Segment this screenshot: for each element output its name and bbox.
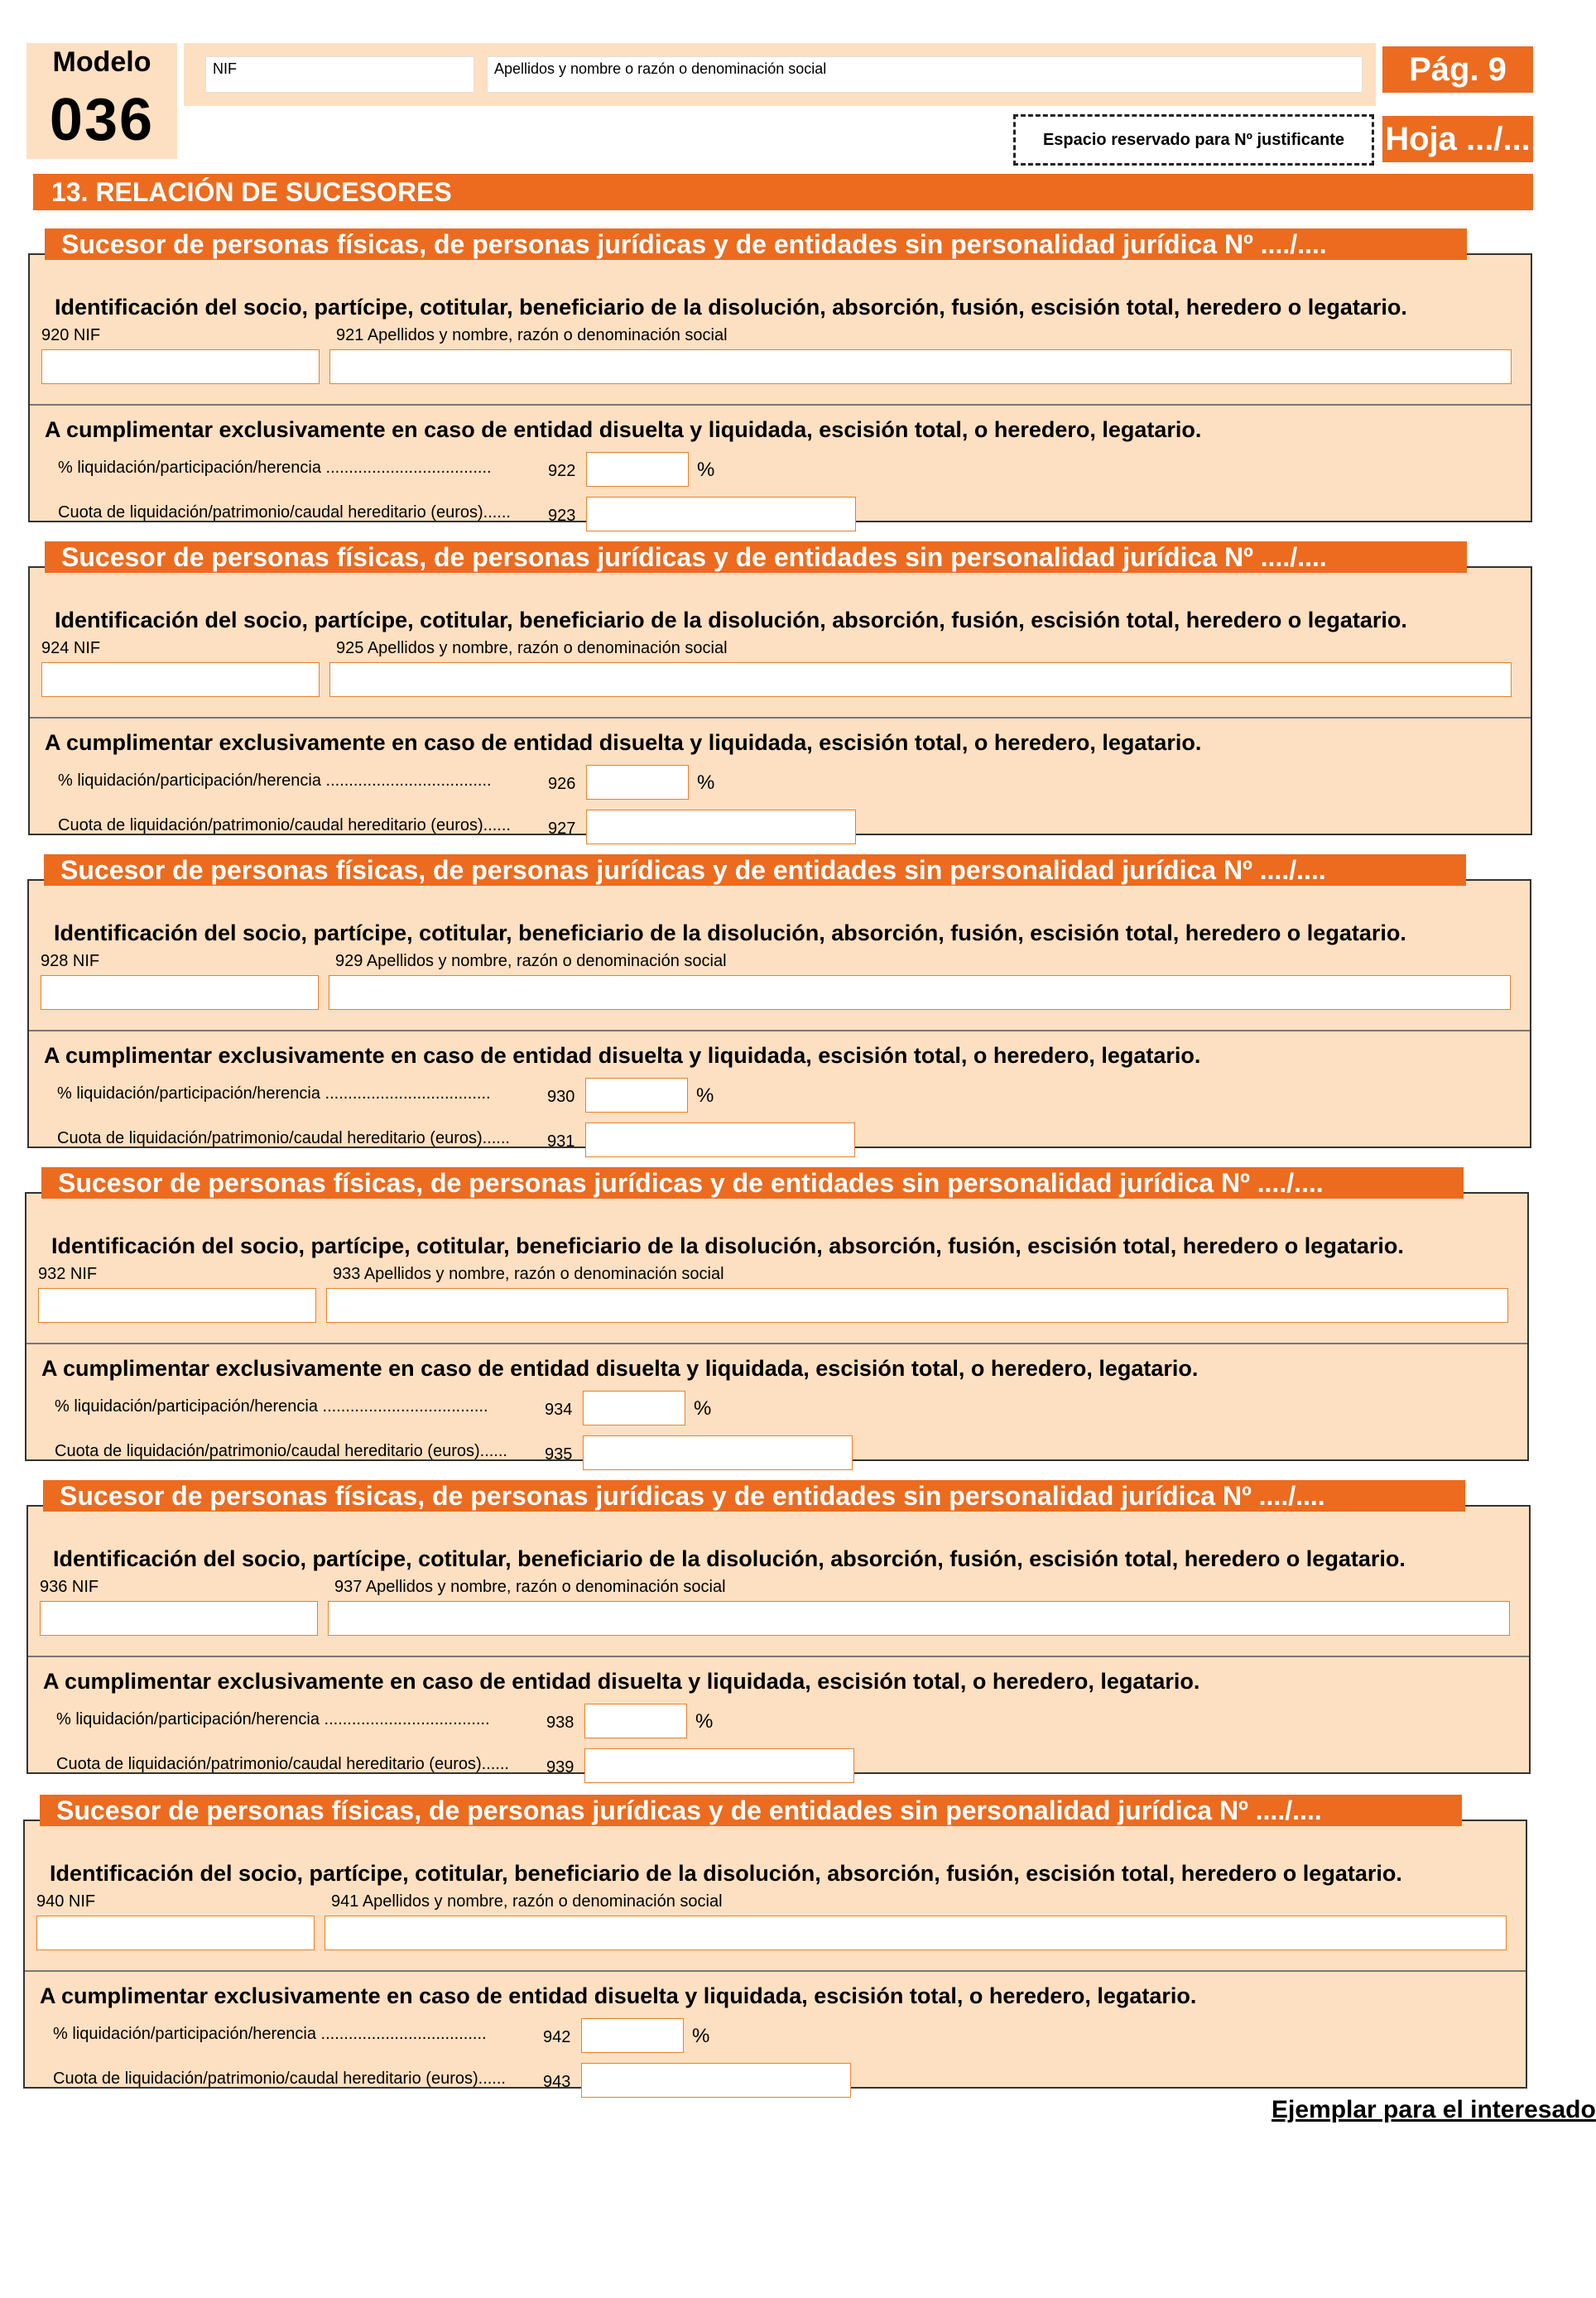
quota-label: Cuota de liquidación/patrimonio/caudal hereditario (euros)...... [56,1755,509,1773]
percentage-input[interactable] [581,2018,684,2053]
percentage-label: % liquidación/participación/herencia .................................... [58,459,492,477]
percentage-label: % liquidación/participación/herencia .................................... [58,772,492,790]
nif-input[interactable] [41,662,320,697]
percentage-code: 934 [545,1401,573,1419]
percentage-label: % liquidación/participación/herencia .................................... [57,1084,491,1103]
name-input[interactable] [326,1288,1508,1323]
header-name-label: Apellidos y nombre o razón o denominación social [494,60,827,77]
modelo-box [26,43,177,159]
divider [25,1970,1526,1972]
percentage-unit: % [696,1084,714,1107]
identification-title: Identificación del socio, partícipe, cotitular, beneficiario de la disolución, absorción, fusión, escisión total, heredero o legatario. [53,1546,1406,1571]
successor-title: Sucesor de personas físicas, de personas jurídicas y de entidades sin personalidad jurídica Nº ..../.... [45,541,1467,573]
percentage-unit: % [697,772,715,794]
page-number-badge: Pág. 9 [1382,46,1533,93]
name-input[interactable] [328,1601,1510,1636]
identification-title: Identificación del socio, partícipe, cotitular, beneficiario de la disolución, absorción, fusión, escisión total, heredero o legatario. [50,1861,1402,1886]
completion-title: A cumplimentar exclusivamente en caso de entidad disuelta y liquidada, escisión total, o heredero, legatario. [40,1983,1197,2008]
quota-code: 927 [548,820,576,838]
nif-input[interactable] [40,1601,318,1636]
nif-input[interactable] [41,975,319,1010]
quota-code: 923 [548,507,576,525]
quota-input[interactable] [586,497,856,531]
header-nif-label: NIF [213,60,237,77]
successor-block [28,228,1532,525]
identification-title: Identificación del socio, partícipe, cotitular, beneficiario de la disolución, absorción, fusión, escisión total, heredero o legatario. [55,295,1407,320]
quota-input[interactable] [585,1123,855,1157]
successor-panel [23,1820,1527,2089]
percentage-code: 930 [547,1088,575,1106]
divider [30,404,1531,406]
quota-label: Cuota de liquidación/patrimonio/caudal hereditario (euros)...... [58,816,511,834]
divider [29,1030,1530,1031]
divider [30,717,1531,719]
divider [28,1656,1529,1657]
header-nif-field[interactable] [205,56,474,93]
modelo-label: Modelo [52,46,151,78]
nif-input[interactable] [36,1916,315,1950]
successor-title: Sucesor de personas físicas, de personas jurídicas y de entidades sin personalidad jurídica Nº ..../.... [43,1480,1465,1512]
percentage-input[interactable] [583,1391,685,1425]
name-label: 929 Apellidos y nombre, razón o denominación social [335,952,727,970]
modelo-number: 036 [49,87,155,153]
name-label: 933 Apellidos y nombre, razón o denominación social [333,1265,724,1283]
name-input[interactable] [329,975,1511,1010]
name-label: 921 Apellidos y nombre, razón o denominación social [336,326,728,344]
percentage-code: 942 [543,2028,571,2046]
reserved-space-box: Espacio reservado para Nº justificante [1013,114,1374,166]
nif-label: 932 NIF [38,1265,98,1283]
successor-title: Sucesor de personas físicas, de personas jurídicas y de entidades sin personalidad jurídica Nº ..../.... [40,1795,1462,1826]
percentage-input[interactable] [586,452,689,487]
successor-panel [26,1505,1531,1774]
successor-panel [25,1192,1529,1464]
percentage-code: 922 [548,462,576,480]
completion-title: A cumplimentar exclusivamente en caso de entidad disuelta y liquidada, escisión total, o heredero, legatario. [45,730,1202,755]
quota-label: Cuota de liquidación/patrimonio/caudal hereditario (euros)...... [57,1129,510,1147]
percentage-label: % liquidación/participación/herencia .................................... [56,1710,490,1728]
quota-label: Cuota de liquidación/patrimonio/caudal hereditario (euros)...... [53,2070,506,2088]
quota-input[interactable] [584,1748,854,1783]
name-input[interactable] [329,349,1512,384]
name-label: 925 Apellidos y nombre, razón o denominación social [336,639,728,657]
quota-label: Cuota de liquidación/patrimonio/caudal hereditario (euros)...... [55,1442,507,1460]
percentage-code: 938 [546,1714,574,1732]
successor-panel [28,566,1532,838]
successor-title: Sucesor de personas físicas, de personas jurídicas y de entidades sin personalidad jurídica Nº ..../.... [41,1167,1464,1199]
quota-code: 939 [546,1758,574,1776]
percentage-unit: % [694,1397,712,1420]
quota-input[interactable] [583,1435,853,1470]
name-input[interactable] [324,1916,1507,1950]
nif-label: 940 NIF [36,1892,96,1911]
successor-block [27,854,1531,1151]
completion-title: A cumplimentar exclusivamente en caso de entidad disuelta y liquidada, escisión total, o heredero, legatario. [44,1043,1201,1068]
percentage-label: % liquidación/participación/herencia .................................... [55,1397,488,1416]
successor-title: Sucesor de personas físicas, de personas jurídicas y de entidades sin personalidad jurídica Nº ..../.... [45,228,1467,260]
nif-label: 920 NIF [41,326,101,344]
successor-block [23,1795,1527,2089]
nif-label: 924 NIF [41,639,101,657]
nif-label: 936 NIF [40,1578,99,1596]
successor-block [26,1480,1531,1774]
quota-code: 931 [547,1132,575,1151]
completion-title: A cumplimentar exclusivamente en caso de entidad disuelta y liquidada, escisión total, o heredero, legatario. [41,1356,1199,1381]
quota-code: 935 [545,1445,573,1464]
successor-title: Sucesor de personas físicas, de personas jurídicas y de entidades sin personalidad jurídica Nº ..../.... [44,854,1466,886]
quota-input[interactable] [581,2063,851,2098]
nif-input[interactable] [41,349,320,384]
percentage-unit: % [697,459,715,481]
identification-title: Identificación del socio, partícipe, cotitular, beneficiario de la disolución, absorción, fusión, escisión total, heredero o legatario. [54,921,1406,945]
identification-title: Identificación del socio, partícipe, cotitular, beneficiario de la disolución, absorción, fusión, escisión total, heredero o legatario. [55,608,1407,632]
percentage-label: % liquidación/participación/herencia .................................... [53,2025,487,2043]
percentage-input[interactable] [585,1078,688,1113]
identification-title: Identificación del socio, partícipe, cotitular, beneficiario de la disolución, absorción, fusión, escisión total, heredero o legatario. [51,1233,1404,1258]
successor-block [28,541,1532,838]
quota-label: Cuota de liquidación/patrimonio/caudal hereditario (euros)...... [58,503,511,522]
sheet-number-badge: Hoja .../... [1382,116,1533,162]
completion-title: A cumplimentar exclusivamente en caso de entidad disuelta y liquidada, escisión total, o heredero, legatario. [43,1669,1200,1694]
divider [26,1343,1527,1344]
header-identification-band [184,43,1376,106]
name-label: 937 Apellidos y nombre, razón o denominación social [334,1578,726,1596]
name-input[interactable] [329,662,1512,697]
nif-label: 928 NIF [41,952,100,970]
percentage-code: 926 [548,775,576,793]
completion-title: A cumplimentar exclusivamente en caso de entidad disuelta y liquidada, escisión total, o heredero, legatario. [45,417,1202,442]
successor-block [25,1167,1529,1464]
successor-panel [28,253,1532,525]
header-name-field[interactable] [487,56,1363,93]
percentage-input[interactable] [586,765,689,800]
percentage-unit: % [695,1710,714,1733]
copy-label: Ejemplar para el interesado [1272,2096,1596,2123]
section-title: 13. RELACIÓN DE SUCESORES [33,174,1533,210]
percentage-input[interactable] [584,1704,687,1738]
nif-input[interactable] [38,1288,316,1323]
successor-panel [27,879,1531,1151]
name-label: 941 Apellidos y nombre, razón o denominación social [331,1892,723,1911]
percentage-unit: % [692,2025,710,2047]
quota-code: 943 [543,2073,571,2091]
quota-input[interactable] [586,810,856,844]
